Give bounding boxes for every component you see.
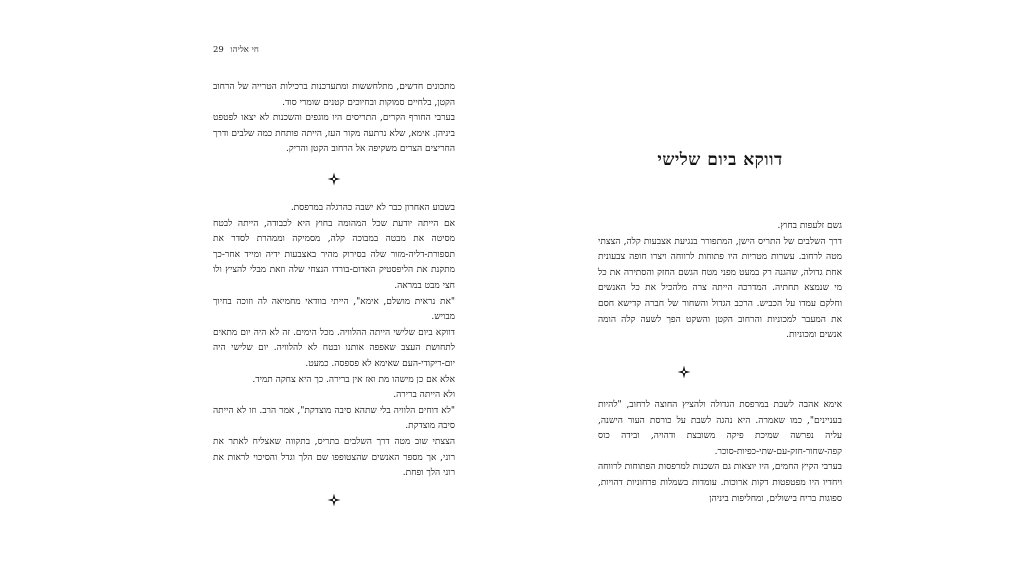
paragraph: בערבי הקיץ החמים, היו יוצאות גם השכנות למרפסות הפתוחות לרווחה ויחדיו היו מפטפטות דקות ארוכות. עומדות בשמלות פרחוניות דהויות, ספוגות בריח בישולים, ומחליפות ביניהן	[598, 462, 842, 504]
paragraph: אלא אם כן מישהו מת ואז אין ברירה. כך היא צחקה תמיד.	[252, 374, 455, 385]
paragraph: גשם זלעפות בחוץ.	[777, 221, 842, 231]
paragraph: אימא אהבה לשבת במרפסת הגדולה ולהציץ החוצה לרחוב, "להיות בעניינים", כמו שאמרה. היא נהגה לשבת על כורסת העור הישנה, עליה נפרשה שמיכת פיקה משובצת ודהויה, ובידה כוס קפה-שחור-חזק-עם-שתי-כפיות-סוכר.	[598, 400, 842, 457]
paragraph: ולא הייתה ברירה.	[393, 390, 455, 401]
flower-divider-icon	[677, 365, 691, 379]
paragraph: "לא דוחים הלוויה בלי שתהא סיבה מוצדקת", אמר הרב. וזו לא הייתה סיבה מוצדקת.	[213, 405, 455, 432]
paragraph: בשבוע האחרון כבר לא ישבה כהרגלה במרפסת.	[290, 203, 455, 213]
paragraph: דרך השלבים של התריס הישן, המתפורר בנגיעת אצבעות קלה, הצצתי מטה לרחוב. עשרות מטריות היו פתוחות לרווחה ויצרו חופה צבעונית אחת גדולה, שהגנה רק במעט מפני מטח הגשם החזק והסתירה את כל מי שנמצא תחתיה. המדרכה הייתה צרה מלהכיל את כל האנשים וחלקם עמדו על הכביש. הרכב הגדול והשחור של חברה קדישא חסם את המעבר למכוניות והרחוב הקטן והשקט הפך לשעה קלה הומה אנשים ומכוניות.	[598, 236, 842, 341]
right-section-2	[598, 398, 842, 507]
left-section-2	[213, 201, 455, 482]
running-header	[213, 44, 453, 55]
left-section-1	[213, 80, 455, 158]
page-number: 29	[213, 45, 224, 55]
flower-divider-icon	[327, 493, 341, 507]
paragraph: הצצתי שוב מטה דרך השלבים בתריס, בתקווה שאצליח לאתר את רוני, אך מספר האנשים שהצטופפו שם הלך וגדל והסיכוי לראות את רוני הלך ופחת.	[213, 436, 455, 479]
paragraph: "את נראית מושלם, אימא", הייתי בוודאי מחמיאה לה וזוכה בחיוך מבויש.	[213, 296, 455, 323]
chapter-title: דווקא ביום שלישי	[657, 150, 783, 170]
paragraph: בערבי החורף הקרים, התריסים היו מוגפים והשכנות לא יצאו לפטפט ביניהן. אימא, שלא נרתעה מקור העז, הייתה פותחת כמה שלבים ודרך החריצים הצרים משקיפה אל הרחוב הקטן והריק.	[213, 113, 455, 155]
paragraph: מתכונים חדשים, מתלחששות ומתעדכנות ברכילות הטרייה של הרחוב הקטן, בלחיים סמוקות ובחיוכים קטנים שומרי סוד.	[213, 82, 455, 108]
running-title: חי אליהו	[230, 45, 259, 55]
paragraph: דווקא ביום שלישי הייתה ההלוויה. מכל הימים. זה לא היה יום מתאים לתחושת העצב שאפפה אותנו ובטח לא להלוויה. יום שלישי היה יום-ריקודי-העם שאימא לא פספסה. כמעט.	[213, 327, 455, 369]
paragraph: אם הייתה יודעת שכל המהומה בחוץ היא לכבודה, הייתה לבטח מסיטה את מבטה במבוכה קלה, מסמיקה וממהרת לסדר את תספורת-דליה-מזור שלה בסירוק מהיר באצבעות ידיה ומייד אחר-כך מתקנת את הליפסטיק האדום-בורדו הנצחי שלה וזאת מבלי להציץ ולו חצי מבט במראה.	[213, 218, 455, 291]
flower-divider-icon	[327, 172, 341, 186]
right-section-1	[598, 219, 842, 344]
